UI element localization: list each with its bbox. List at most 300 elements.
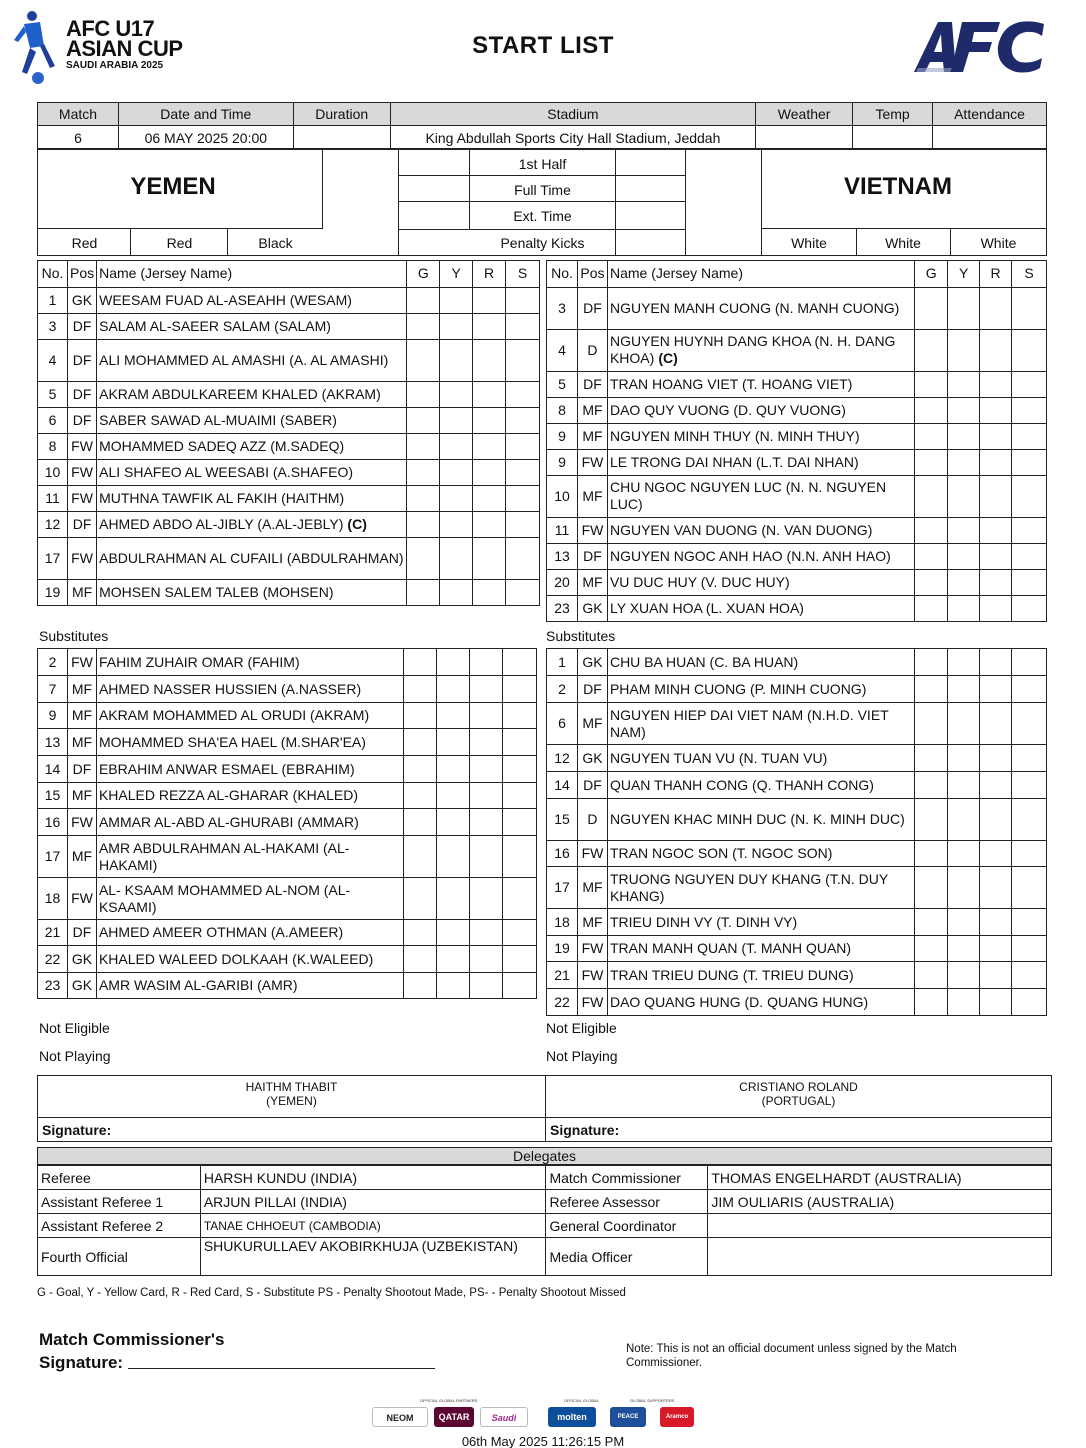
player-row	[547, 936, 1047, 962]
player-name-text: SALAM AL-SAEER SALAM (SALAM)	[99, 317, 331, 334]
player-name	[607, 449, 914, 475]
yellow-cell	[948, 936, 980, 962]
goals-cell	[915, 397, 948, 423]
goals-cell	[404, 836, 437, 878]
red-cell	[470, 946, 503, 973]
goals-cell	[915, 909, 948, 936]
delegate-role: Match Commissioner	[546, 1166, 708, 1190]
player-row	[547, 649, 1047, 676]
yellow-cell	[440, 537, 473, 579]
goals-cell	[915, 287, 948, 329]
yellow-cell	[948, 867, 980, 909]
player-number: 9	[38, 703, 68, 729]
sub-cell	[1012, 397, 1047, 423]
player-name	[97, 433, 407, 459]
player-name-text: CHU BA HUAN (C. BA HUAN)	[609, 653, 799, 670]
player-row	[547, 595, 1047, 621]
delegate-name: JIM OULIARIS (AUSTRALIA)	[708, 1190, 1052, 1214]
red-cell	[980, 517, 1012, 543]
player-row	[38, 381, 540, 407]
player-number: 6	[547, 703, 578, 745]
delegate-role: Referee Assessor	[546, 1190, 708, 1214]
player-row	[547, 397, 1047, 423]
red-cell	[473, 459, 506, 485]
sub-cell	[506, 407, 540, 433]
goals-cell	[915, 569, 948, 595]
player-row	[38, 537, 540, 579]
penalty-kicks-label: Penalty Kicks	[500, 235, 585, 251]
player-row	[38, 676, 537, 703]
header-date: Date and Time	[118, 103, 293, 126]
player-position: FW	[67, 537, 96, 579]
delegate-name: TANAE CHHOEUT (CAMBODIA)	[200, 1214, 546, 1238]
red-cell	[980, 449, 1012, 475]
player-number: 1	[547, 649, 578, 676]
red-cell	[473, 313, 506, 339]
sub-cell	[506, 459, 540, 485]
away-coach-name: CRISTIANO ROLAND	[739, 1080, 858, 1094]
player-position: GK	[577, 595, 607, 621]
away-not-eligible-label: Not Eligible	[546, 1020, 617, 1036]
delegate-role: Assistant Referee 1	[38, 1190, 201, 1214]
red-cell	[980, 423, 1012, 449]
player-position: MF	[67, 703, 96, 729]
player-row	[547, 287, 1047, 329]
home-coach-cell	[38, 1076, 546, 1141]
player-name	[607, 676, 914, 703]
home-signature-label: Signature:	[38, 1117, 545, 1138]
coach-signature-block	[37, 1075, 1052, 1142]
col-no: No.	[547, 261, 578, 288]
away-kit-shirt: White	[791, 235, 827, 251]
player-row	[38, 511, 540, 537]
player-position: FW	[67, 809, 96, 836]
player-row	[38, 973, 537, 999]
home-kit-shirt: Red	[71, 235, 98, 251]
player-name-text: AHMED NASSER HUSSIEN (A.NASSER)	[98, 680, 362, 697]
col-y: Y	[948, 261, 980, 288]
player-number: 17	[38, 836, 68, 878]
player-number: 13	[38, 729, 68, 756]
player-name	[97, 313, 407, 339]
goals-cell	[915, 703, 948, 745]
yellow-cell	[437, 946, 470, 973]
header-stadium: Stadium	[390, 103, 756, 126]
player-number: 19	[38, 579, 68, 605]
player-position: DF	[67, 339, 96, 381]
player-position: MF	[577, 703, 607, 745]
delegates-title: Delegates	[37, 1147, 1052, 1165]
goals-cell	[915, 936, 948, 962]
player-name	[96, 946, 403, 973]
goals-cell	[407, 485, 440, 511]
sponsor-aramco: Aramco	[660, 1407, 694, 1427]
sub-cell	[1012, 569, 1047, 595]
col-s: S	[506, 261, 540, 288]
player-position: FW	[67, 433, 96, 459]
player-name-text: TRAN TRIEU DUNG (T. TRIEU DUNG)	[609, 966, 854, 983]
sub-cell	[506, 485, 540, 511]
player-number: 13	[547, 543, 578, 569]
player-name	[607, 595, 914, 621]
goals-cell	[915, 989, 948, 1016]
red-cell	[473, 579, 506, 605]
yellow-cell	[948, 841, 980, 867]
player-name	[97, 339, 407, 381]
player-number: 2	[38, 649, 68, 676]
player-number: 17	[38, 537, 68, 579]
col-s: S	[1012, 261, 1047, 288]
red-cell	[473, 287, 506, 313]
player-position: FW	[577, 989, 607, 1016]
red-cell	[473, 511, 506, 537]
player-name	[607, 543, 914, 569]
player-name-text: ABDULRAHMAN AL CUFAILI (ABDULRAHMAN)	[99, 549, 404, 566]
player-number: 14	[38, 756, 68, 783]
yellow-cell	[440, 579, 473, 605]
player-name	[607, 287, 914, 329]
player-row	[547, 989, 1047, 1016]
match-weather	[756, 126, 853, 150]
goals-cell	[407, 433, 440, 459]
yellow-cell	[948, 595, 980, 621]
col-no: No.	[38, 261, 68, 288]
goals-cell	[404, 809, 437, 836]
sub-cell	[1012, 595, 1047, 621]
goals-cell	[407, 313, 440, 339]
player-position: FW	[577, 841, 607, 867]
home-team-name: YEMEN	[130, 173, 216, 200]
page-title: START LIST	[472, 32, 614, 59]
player-name-text: EBRAHIM ANWAR ESMAEL (EBRAHIM)	[98, 760, 355, 777]
player-number: 16	[547, 841, 578, 867]
red-cell	[980, 909, 1012, 936]
header-weather: Weather	[756, 103, 853, 126]
player-number: 15	[38, 783, 68, 809]
red-cell	[470, 783, 503, 809]
player-name-text: MUTHNA TAWFIK AL FAKIH (HAITHM)	[99, 489, 345, 506]
match-attendance	[933, 126, 1047, 150]
yellow-cell	[948, 371, 980, 397]
sub-cell	[1012, 799, 1047, 841]
red-cell	[473, 407, 506, 433]
player-row	[547, 745, 1047, 772]
match-date: 06 MAY 2025 20:00	[118, 126, 293, 150]
player-number: 9	[547, 423, 578, 449]
yellow-cell	[948, 799, 980, 841]
red-cell	[980, 867, 1012, 909]
delegate-name	[708, 1214, 1052, 1238]
home-coach-country: (YEMEN)	[266, 1094, 317, 1108]
yellow-cell	[948, 329, 980, 371]
player-name-text: NGUYEN NGOC ANH HAO (N.N. ANH HAO)	[609, 547, 891, 564]
player-name-text: CHU NGOC NGUYEN LUC (N. N. NGUYEN LUC)	[609, 479, 887, 513]
player-number: 12	[38, 511, 68, 537]
player-position: MF	[577, 569, 607, 595]
player-name	[96, 878, 403, 920]
red-cell	[470, 809, 503, 836]
goals-cell	[915, 799, 948, 841]
player-name-text: DAO QUANG HUNG (D. QUANG HUNG)	[609, 993, 869, 1010]
logo-line3: SAUDI ARABIA 2025	[66, 60, 164, 71]
goals-cell	[915, 841, 948, 867]
player-name	[607, 371, 914, 397]
player-number: 1	[38, 287, 68, 313]
goals-cell	[915, 962, 948, 989]
player-name-text: WEESAM FUAD AL-ASEAHH (WESAM)	[99, 291, 352, 308]
yellow-cell	[437, 783, 470, 809]
sub-cell	[503, 973, 537, 999]
away-substitutes-label: Substitutes	[546, 628, 616, 644]
player-name	[607, 772, 914, 799]
player-name	[96, 783, 403, 809]
player-number: 10	[38, 459, 68, 485]
mc-signature-line	[128, 1368, 435, 1369]
player-position: MF	[67, 676, 96, 703]
sub-cell	[1012, 867, 1047, 909]
player-name-text: NGUYEN TUAN VU (N. TUAN VU)	[609, 749, 828, 766]
player-row	[38, 485, 540, 511]
player-name-text: KHALED WALEED DOLKAAH (K.WALEED)	[98, 950, 374, 967]
delegate-name: THOMAS ENGELHARDT (AUSTRALIA)	[708, 1166, 1052, 1190]
player-number: 5	[547, 371, 578, 397]
player-name	[607, 909, 914, 936]
yellow-cell	[440, 485, 473, 511]
sub-cell	[503, 703, 537, 729]
red-cell	[980, 745, 1012, 772]
player-name-text: LE TRONG DAI NHAN (L.T. DAI NHAN)	[609, 453, 859, 470]
yellow-cell	[437, 836, 470, 878]
red-cell	[470, 973, 503, 999]
player-number: 20	[547, 569, 578, 595]
player-name	[607, 962, 914, 989]
player-position: DF	[577, 371, 607, 397]
match-duration	[293, 126, 390, 150]
delegates-table	[37, 1165, 1052, 1276]
logo-line2: ASIAN CUP	[66, 36, 183, 61]
red-cell	[980, 329, 1012, 371]
player-name-text: AMR ABDULRAHMAN AL-HAKAMI (AL-HAKAMI)	[98, 839, 350, 873]
player-name	[607, 397, 914, 423]
player-name	[96, 756, 403, 783]
red-cell	[470, 920, 503, 946]
yellow-cell	[948, 676, 980, 703]
delegate-name: ARJUN PILLAI (INDIA)	[200, 1190, 546, 1214]
yellow-cell	[948, 397, 980, 423]
player-row	[38, 579, 540, 605]
sub-cell	[1012, 936, 1047, 962]
red-cell	[473, 537, 506, 579]
player-number: 18	[547, 909, 578, 936]
player-number: 16	[38, 809, 68, 836]
player-row	[38, 729, 537, 756]
player-row	[547, 676, 1047, 703]
yellow-cell	[440, 433, 473, 459]
red-cell	[980, 397, 1012, 423]
goals-cell	[915, 543, 948, 569]
match-temp	[853, 126, 933, 150]
player-row	[38, 703, 537, 729]
yellow-cell	[948, 909, 980, 936]
player-number: 6	[38, 407, 68, 433]
logo-line1: AFC U17	[66, 16, 155, 41]
player-name	[96, 649, 403, 676]
delegate-role: Assistant Referee 2	[38, 1214, 201, 1238]
player-name	[607, 745, 914, 772]
sponsor-strip	[372, 1398, 702, 1430]
away-team-name: VIETNAM	[844, 173, 952, 200]
away-substitutes-table	[546, 648, 1047, 1016]
red-cell	[980, 595, 1012, 621]
player-name	[607, 799, 914, 841]
sub-cell	[506, 433, 540, 459]
goals-cell	[915, 475, 948, 517]
player-position: DF	[577, 676, 607, 703]
away-signature-label: Signature:	[546, 1117, 1051, 1138]
player-position: MF	[577, 475, 607, 517]
header-attendance: Attendance	[933, 103, 1047, 126]
yellow-cell	[437, 729, 470, 756]
player-name	[607, 936, 914, 962]
legend: G - Goal, Y - Yellow Card, R - Red Card, S - Substitute PS - Penalty Shootout Made, PS- - Penalty Shootout Missed	[37, 1287, 626, 1299]
player-position: GK	[67, 287, 96, 313]
player-name	[607, 841, 914, 867]
player-name	[96, 729, 403, 756]
player-number: 19	[547, 936, 578, 962]
goals-cell	[404, 946, 437, 973]
player-name-text: AMR WASIM AL-GARIBI (AMR)	[98, 977, 298, 993]
player-name-text: MOHAMMED SHA'EA HAEL (M.SHAR'EA)	[98, 733, 366, 750]
yellow-cell	[437, 920, 470, 946]
sub-cell	[503, 676, 537, 703]
player-number: 8	[38, 433, 68, 459]
player-number: 10	[547, 475, 578, 517]
player-row	[38, 878, 537, 920]
sub-cell	[1012, 676, 1047, 703]
sub-cell	[1012, 909, 1047, 936]
player-name-text: NGUYEN HUYNH DANG KHOA (N. H. DANG KHOA)	[609, 333, 896, 367]
player-name-text: AMMAR AL-ABD AL-GHURABI (AMMAR)	[98, 813, 359, 830]
sponsor-molten: molten	[548, 1407, 596, 1427]
mc-signature-line1: Match Commissioner's	[39, 1330, 225, 1349]
mc-signature-line2: Signature:	[39, 1353, 124, 1372]
player-row	[547, 962, 1047, 989]
yellow-cell	[440, 381, 473, 407]
goals-cell	[404, 878, 437, 920]
player-name	[97, 287, 407, 313]
sub-cell	[1012, 772, 1047, 799]
header-duration: Duration	[293, 103, 390, 126]
goals-cell	[404, 729, 437, 756]
player-name	[607, 649, 914, 676]
yellow-cell	[948, 475, 980, 517]
sub-cell	[1012, 371, 1047, 397]
player-name	[97, 459, 407, 485]
delegate-role: Fourth Official	[38, 1238, 201, 1276]
player-position: GK	[577, 649, 607, 676]
sub-cell	[1012, 449, 1047, 475]
sub-cell	[1012, 841, 1047, 867]
print-timestamp: 06th May 2025 11:26:15 PM	[461, 1434, 625, 1448]
yellow-cell	[440, 313, 473, 339]
teams-score-block	[37, 148, 1047, 256]
player-name-text: NGUYEN KHAC MINH DUC (N. K. MINH DUC)	[609, 811, 905, 827]
player-number: 17	[547, 867, 578, 909]
sub-cell	[1012, 475, 1047, 517]
goals-cell	[915, 371, 948, 397]
player-row	[547, 423, 1047, 449]
player-name	[97, 485, 407, 511]
yellow-cell	[948, 569, 980, 595]
player-name	[96, 836, 403, 878]
goals-cell	[915, 772, 948, 799]
player-number: 4	[547, 329, 578, 371]
sub-cell	[506, 313, 540, 339]
player-position: DF	[67, 381, 96, 407]
sponsor-peace: PEACE	[610, 1407, 646, 1427]
sub-cell	[506, 579, 540, 605]
sub-cell	[506, 381, 540, 407]
col-r: R	[473, 261, 506, 288]
player-name	[97, 407, 407, 433]
red-cell	[470, 729, 503, 756]
goals-cell	[915, 676, 948, 703]
yellow-cell	[948, 745, 980, 772]
player-number: 18	[38, 878, 68, 920]
delegate-name: SHUKURULLAEV AKOBIRKHUJA (UZBEKISTAN)	[200, 1238, 546, 1276]
player-position: DF	[67, 511, 96, 537]
yellow-cell	[437, 809, 470, 836]
sub-cell	[1012, 989, 1047, 1016]
player-position: DF	[67, 407, 96, 433]
sub-cell	[1012, 745, 1047, 772]
yellow-cell	[948, 517, 980, 543]
player-position: FW	[577, 936, 607, 962]
player-name	[607, 989, 914, 1016]
player-number: 12	[547, 745, 578, 772]
player-name	[607, 703, 914, 745]
captain-badge: (C)	[347, 515, 367, 532]
red-cell	[473, 485, 506, 511]
sub-cell	[1012, 962, 1047, 989]
player-number: 3	[547, 287, 578, 329]
player-row	[38, 433, 540, 459]
player-number: 3	[38, 313, 68, 339]
goals-cell	[915, 329, 948, 371]
sub-cell	[503, 946, 537, 973]
player-name	[607, 867, 914, 909]
yellow-cell	[440, 407, 473, 433]
yellow-cell	[437, 676, 470, 703]
red-cell	[980, 287, 1012, 329]
player-number: 14	[547, 772, 578, 799]
goals-cell	[915, 423, 948, 449]
delegate-role: General Coordinator	[546, 1214, 708, 1238]
match-number: 6	[38, 126, 119, 150]
red-cell	[980, 989, 1012, 1016]
sub-cell	[1012, 703, 1047, 745]
first-half-label: 1st Half	[518, 156, 567, 172]
sub-cell	[1012, 287, 1047, 329]
player-row	[547, 867, 1047, 909]
red-cell	[980, 543, 1012, 569]
col-pos: Pos	[577, 261, 607, 288]
player-name-text: ALI MOHAMMED AL AMASHI (A. AL AMASHI)	[99, 351, 389, 368]
player-number: 8	[547, 397, 578, 423]
yellow-cell	[437, 878, 470, 920]
red-cell	[470, 703, 503, 729]
player-name-text: TRIEU DINH VY (T. DINH VY)	[609, 913, 798, 930]
